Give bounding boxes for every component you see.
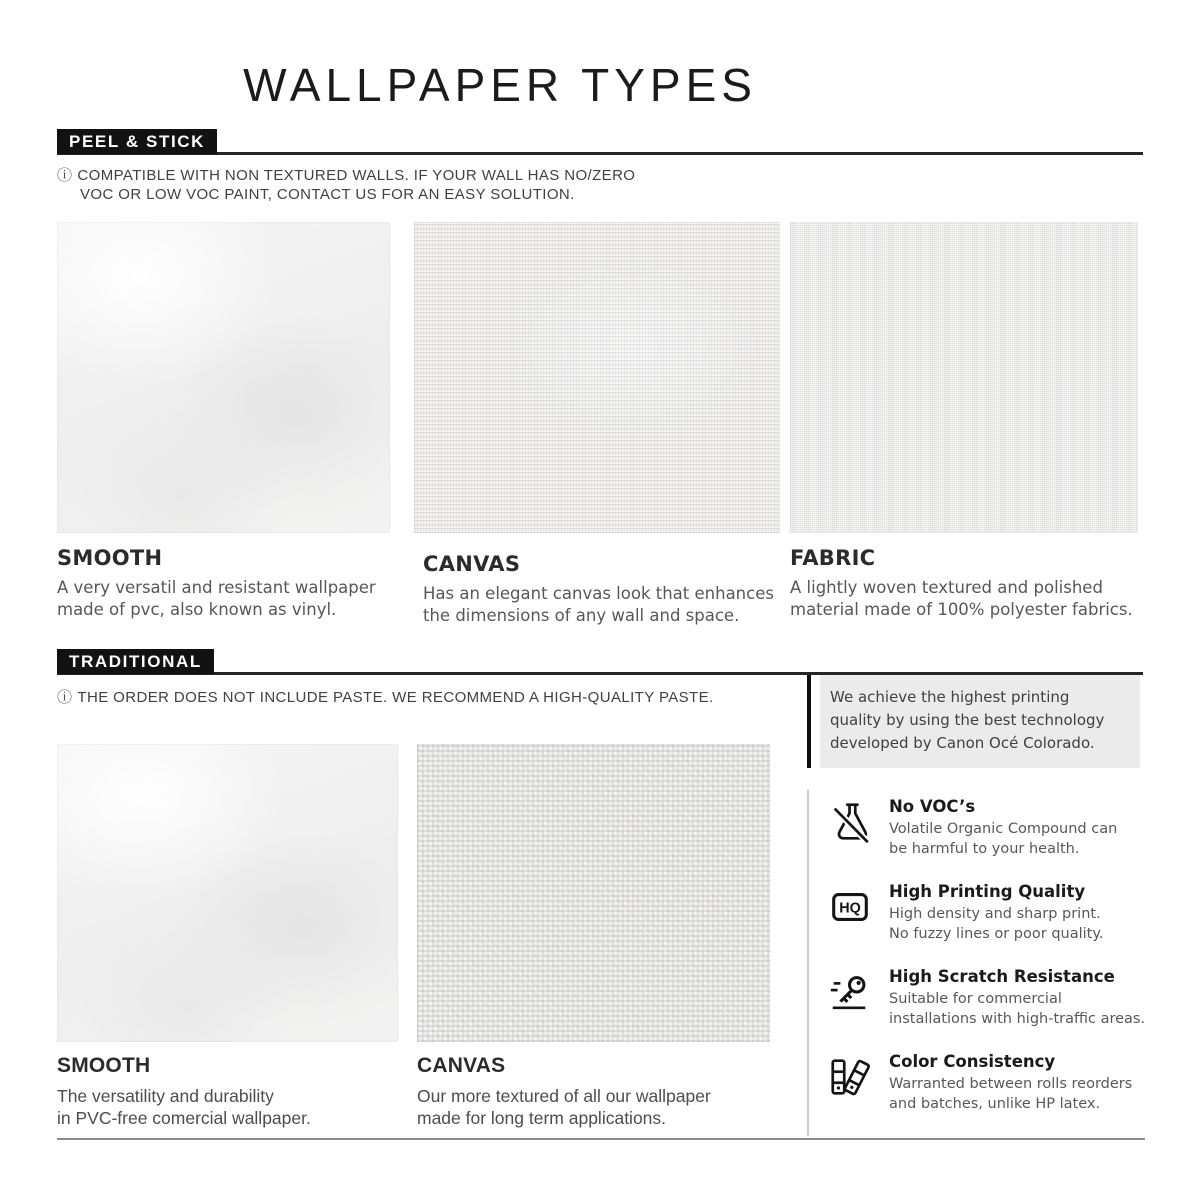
swatch-title: CANVAS <box>423 552 521 576</box>
quote-accent-bar <box>807 675 811 768</box>
traditional-canvas-swatch-image <box>417 744 770 1042</box>
feature-desc-line: and batches, unlike HP latex. <box>889 1096 1101 1112</box>
peel-stick-smooth-caption <box>57 546 376 621</box>
peel-stick-fabric-swatch-image <box>790 222 1138 533</box>
note-line-2: VOC OR LOW VOC PAINT, CONTACT US FOR AN EASY SOLUTION. <box>80 186 575 203</box>
feature-desc-line: be harmful to your health. <box>889 841 1080 857</box>
info-icon: ⓘ <box>57 167 73 184</box>
scratch-key-icon <box>827 969 873 1015</box>
peel-stick-canvas-swatch-image <box>414 222 780 533</box>
swatch-title: CANVAS <box>417 1054 506 1077</box>
note-line-1 <box>57 688 714 707</box>
no-voc-flask-icon <box>827 799 873 845</box>
feature-desc-line: Volatile Organic Compound can <box>889 821 1118 837</box>
feature-desc-line: Suitable for commercial <box>889 991 1062 1007</box>
feature-desc-line: installations with high-traffic areas. <box>889 1011 1146 1027</box>
color-swatches-icon <box>827 1054 873 1100</box>
swatch-desc-line: the dimensions of any wall and space. <box>423 606 740 625</box>
peel-stick-note <box>57 166 635 204</box>
traditional-canvas-caption <box>417 1054 711 1129</box>
feature-desc-line: Warranted between rolls reorders <box>889 1076 1133 1092</box>
features-left-rule <box>807 790 809 1136</box>
page-title: WALLPAPER TYPES <box>243 59 757 111</box>
svg-text:HQ: HQ <box>839 900 861 917</box>
swatch-desc-line: made for long term applications. <box>417 1108 667 1128</box>
swatch-title: SMOOTH <box>57 1054 151 1077</box>
swatch-desc-line: material made of 100% polyester fabrics. <box>790 600 1133 619</box>
feature-title: High Scratch Resistance <box>889 967 1115 986</box>
traditional-smooth-caption <box>57 1054 311 1129</box>
peel-stick-fabric-caption <box>790 546 1133 621</box>
hq-badge-icon <box>827 884 873 930</box>
swatch-title: SMOOTH <box>57 546 163 570</box>
swatch-desc-line: made of pvc, also known as vinyl. <box>57 600 337 619</box>
quote-line: quality by using the best technology <box>830 711 1105 729</box>
peel-stick-section-rule <box>57 152 1143 155</box>
note-line-1 <box>57 166 635 185</box>
traditional-badge: TRADITIONAL <box>57 649 214 674</box>
peel-stick-smooth-swatch-image <box>57 222 390 533</box>
swatch-title: FABRIC <box>790 546 876 570</box>
swatch-desc-line: A very versatil and resistant wallpaper <box>57 578 376 597</box>
info-icon: ⓘ <box>57 689 73 706</box>
swatch-desc-line: Has an elegant canvas look that enhances <box>423 584 774 603</box>
bottom-divider-rule <box>57 1138 1145 1140</box>
note-text: THE ORDER DOES NOT INCLUDE PASTE. WE RECOMMEND A HIGH-QUALITY PASTE. <box>77 689 714 706</box>
swatch-desc-line: in PVC-free comercial wallpaper. <box>57 1108 311 1128</box>
note-text: COMPATIBLE WITH NON TEXTURED WALLS. IF YOUR WALL HAS NO/ZERO <box>77 167 636 184</box>
peel-stick-badge: PEEL & STICK <box>57 129 217 154</box>
feature-title: No VOC’s <box>889 797 976 816</box>
feature-desc-line: No fuzzy lines or poor quality. <box>889 926 1104 942</box>
feature-title: Color Consistency <box>889 1052 1056 1071</box>
traditional-smooth-swatch-image <box>57 744 398 1042</box>
printing-quality-quote <box>820 675 1140 768</box>
peel-stick-canvas-caption <box>423 552 774 627</box>
feature-desc-line: High density and sharp print. <box>889 906 1101 922</box>
quote-line: developed by Canon Océ Colorado. <box>830 734 1095 752</box>
swatch-desc-line: A lightly woven textured and polished <box>790 578 1103 597</box>
quote-line: We achieve the highest printing <box>830 688 1070 706</box>
swatch-desc-line: The versatility and durability <box>57 1086 274 1106</box>
traditional-note <box>57 688 714 707</box>
swatch-desc-line: Our more textured of all our wallpaper <box>417 1086 711 1106</box>
feature-title: High Printing Quality <box>889 882 1086 901</box>
